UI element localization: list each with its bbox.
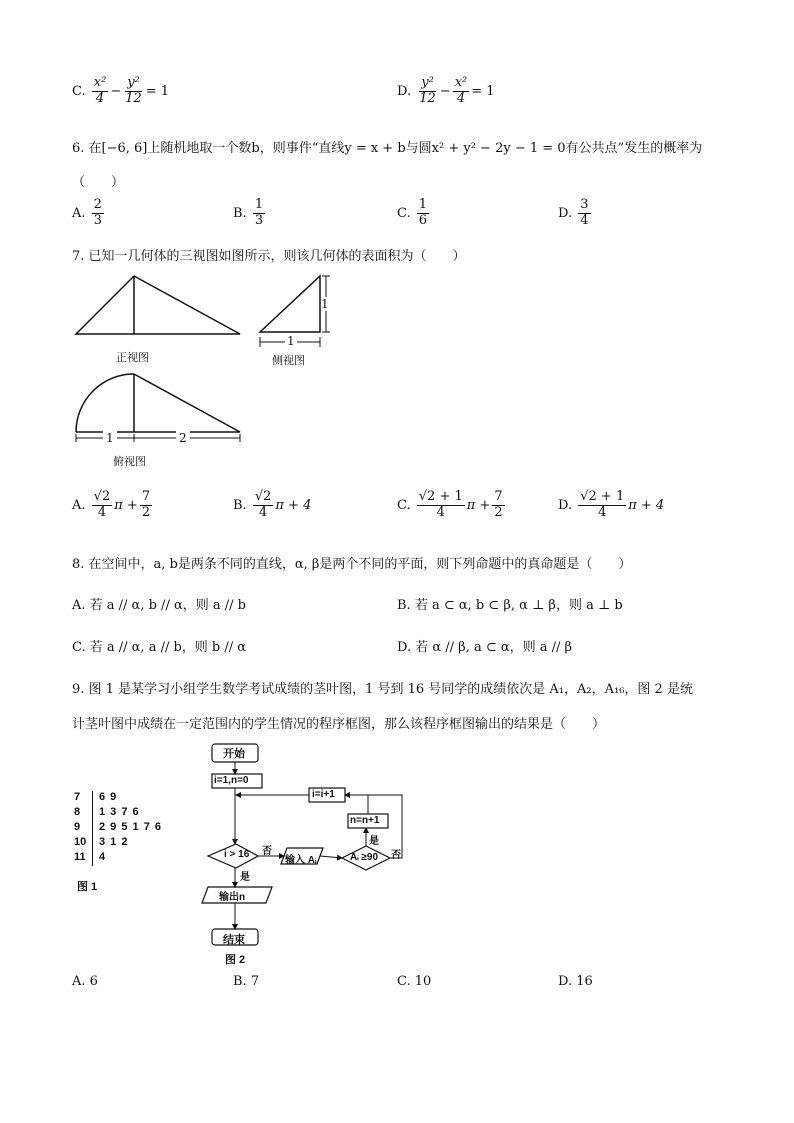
stem-leaf-row: 7 6 9 — [74, 791, 184, 806]
top-dim-right: 2 — [176, 431, 190, 445]
side-dim-width: 1 — [287, 334, 295, 348]
flow-no-a: 否 — [391, 850, 401, 861]
flow-init: i=1,n=0 — [214, 775, 249, 786]
q8-option-c[interactable]: C. 若 a // α, a // b，则 b // α — [72, 640, 247, 655]
fraction: $\frac{\text{x²}}{4}$ — [93, 75, 107, 106]
q5-option-d[interactable]: D. $\frac{\text{y²}}{12}$ − $\frac{\text{x²}}{4}$ = 1 — [397, 75, 495, 106]
option-letter: D. — [397, 83, 412, 99]
side-view-label: 侧视图 — [272, 354, 305, 367]
q6-option-c[interactable]: C. $\frac{1}{6}$ — [397, 197, 428, 228]
q7-option-d[interactable]: D. $\frac{√2 + 1}{4}$ π + 4 — [558, 489, 665, 520]
q9-stem-line1: 9. 图 1 是某学习小组学生数学考试成绩的茎叶图，1 号到 16 号同学的成绩依次是 A₁，A₂，A₁₆，图 2 是统 — [72, 682, 693, 697]
q7-option-c[interactable]: C. $\frac{√2 + 1}{4}$ π + $\frac{7}{2}$ — [397, 489, 503, 520]
flow-start: 开始 — [223, 748, 245, 760]
flow-yes-i: 是 — [240, 872, 250, 883]
q5-option-c[interactable]: C. $\frac{\text{x²}}{4}$ − $\frac{\text{y²}}{12}$ = 1 — [72, 75, 170, 106]
q6-option-b[interactable]: B. $\frac{1}{3}$ — [233, 197, 264, 228]
top-view-diagram — [74, 372, 246, 444]
q7-stem: 7. 已知一几何体的三视图如图所示，则该几何体的表面积为（ ） — [72, 249, 466, 264]
side-dim-height: 1 — [321, 297, 329, 311]
figure-2-label: 图 2 — [225, 954, 246, 966]
fraction: $\frac{\text{y²}}{12}$ — [419, 75, 436, 106]
q8-option-a[interactable]: A. 若 a // α, b // α，则 a // b — [72, 598, 246, 613]
top-view-label: 俯视图 — [113, 455, 146, 468]
flow-output: 输出n — [219, 892, 246, 903]
fraction: $\frac{\text{x²}}{4}$ — [454, 75, 468, 106]
q6-stem: 6. 在[−6, 6]上随机地取一个数b，则事件“直线y = x + b与圆x² + y² − 2y − 1 = 0有公共点”发生的概率为 — [72, 141, 703, 156]
flow-count: n=n+1 — [350, 815, 380, 826]
stem-leaf-row: 9 2 9 5 1 7 6 — [74, 821, 184, 836]
front-view-diagram — [74, 272, 244, 338]
flow-increment: i=i+1 — [312, 789, 335, 800]
flow-cond-i: i > 16 — [224, 849, 250, 860]
fraction: $\frac{\text{y²}}{12}$ — [125, 75, 142, 106]
stem-leaf-row: 11 4 — [74, 851, 184, 866]
q6-answer-blank: （ ） — [72, 175, 125, 190]
flow-no-i: 否 — [262, 846, 272, 857]
q7-option-b[interactable]: B. $\frac{√2}{4}$ π + 4 — [233, 489, 312, 520]
front-view-label: 正视图 — [116, 351, 149, 364]
stem-leaf-row: 8 1 3 7 6 — [74, 806, 184, 821]
q9-option-c[interactable]: C. 10 — [397, 974, 432, 989]
q9-option-d[interactable]: D. 16 — [558, 974, 593, 989]
q8-option-d[interactable]: D. 若 α // β, a ⊂ α，则 a // β — [397, 640, 573, 655]
stem-leaf-plot — [74, 791, 184, 866]
q7-option-a[interactable]: A. $\frac{√2}{4}$ π + $\frac{7}{2}$ — [72, 489, 151, 520]
q9-stem-line2: 计茎叶图中成绩在一定范围内的学生情况的程序框图，那么该程序框图输出的结果是（ ） — [72, 717, 606, 732]
flow-input: 输入 Aᵢ — [285, 855, 317, 866]
flow-end: 结束 — [223, 934, 245, 946]
q8-option-b[interactable]: B. 若 a ⊂ α, b ⊂ β, α ⊥ β，则 a ⊥ b — [397, 598, 623, 613]
figure-1-label: 图 1 — [77, 881, 98, 893]
q9-option-b[interactable]: B. 7 — [233, 974, 260, 989]
side-view-diagram — [256, 272, 338, 352]
q6-option-d[interactable]: D. $\frac{3}{4}$ — [558, 197, 589, 228]
stem-leaf-row: 10 3 1 2 — [74, 836, 184, 851]
flow-cond-a: Aᵢ ≥90 — [350, 852, 379, 863]
option-letter: C. — [72, 83, 86, 99]
q9-option-a[interactable]: A. 6 — [72, 974, 98, 989]
q6-option-a[interactable]: A. $\frac{2}{3}$ — [72, 197, 102, 228]
top-dim-left: 1 — [103, 431, 117, 445]
q8-stem: 8. 在空间中，a, b是两条不同的直线，α, β是两个不同的平面，则下列命题中的真命题是（ ） — [72, 557, 632, 572]
flow-yes-count: 是 — [369, 836, 379, 847]
